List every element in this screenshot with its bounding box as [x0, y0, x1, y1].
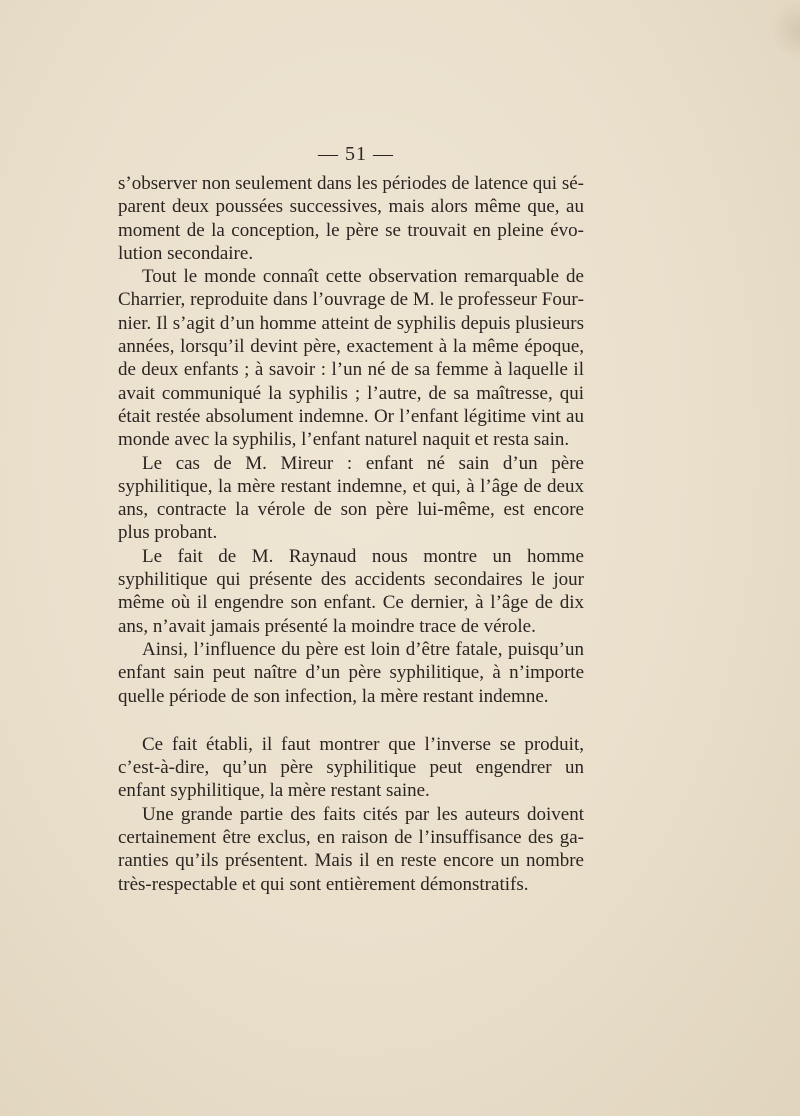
paragraph-mireur: Le cas de M. Mireur : enfant né sain d’un père syphilitique, la mère restant indemne, et qui, à l’âge de deux ans, contracte la vérole de son père lui-même, est encore plus probant. — [118, 452, 584, 544]
paragraph-conclusion: Ainsi, l’influence du père est loin d’être fatale, puisqu’un enfant sain peut naître d’un père syphilitique, à n’importe quelle période de son infection, la mère restant indemne. — [118, 638, 584, 707]
paragraph-raynaud: Le fait de M. Raynaud nous montre un homme syphilitique qui présente des accidents secondaires le jour même où il engendre son enfant. Ce dernier, à l’âge de dix ans, n’avait jamais présenté la moindre trace de vérole. — [118, 545, 584, 637]
paragraph-charrier: Tout le monde connaît cette observation remarquable de Charrier, reproduite dans l’ouvrage de M. le professeur Fournier. Il s’agit d’un homme atteint de syphilis depuis plusieurs années, lorsqu’il devint père, exactement à la même époque, de deux enfants ; à savoir : l’un né de sa femme à laquelle il avait communiqué la syphilis ; l’autre, de sa maîtresse, qui était restée absolument indemne. Or l’enfant légitime vint au monde avec la syphilis, l’enfant naturel naquit et resta sain. — [118, 266, 584, 451]
paragraph-inverse: Ce fait établi, il faut montrer que l’inverse se produit, c’est-à-dire, qu’un père syphilitique peut engendrer un enfant syphilitique, la mère restant saine. — [118, 733, 584, 802]
paragraph-continuation: s’observer non seulement dans les périodes de latence qui séparent deux poussées successives, mais alors même que, au moment de la conception, le père se trouvait en pleine évolution secondaire. — [118, 173, 584, 264]
body-text — [118, 172, 584, 896]
paper-stain — [770, 0, 800, 60]
page-number: — 51 — — [318, 143, 394, 165]
paragraph-authors: Une grande partie des faits cités par les auteurs doivent certainement être exclus, en raison de l’insuffisance des garanties qu’ils présentent. Mais il en reste encore un nombre très-respectable et qui sont entièrement démonstratifs. — [118, 803, 584, 895]
